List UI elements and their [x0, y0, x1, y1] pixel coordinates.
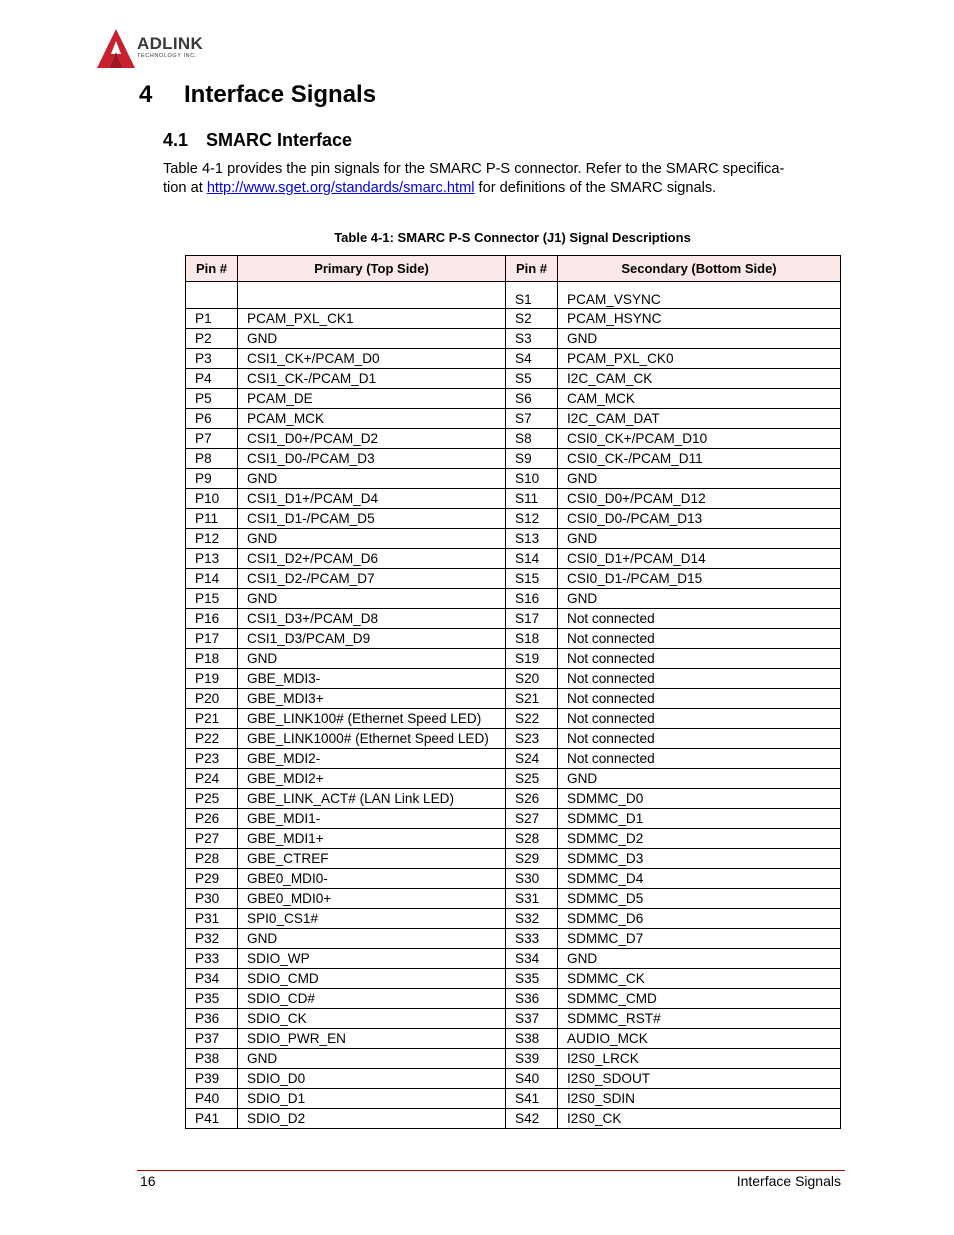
table-row: [186, 769, 841, 789]
table-row: [186, 309, 841, 329]
pin-secondary-cell: S21: [506, 689, 558, 709]
pin-primary-cell: P19: [186, 669, 238, 689]
table-row: [186, 649, 841, 669]
pin-secondary-cell: S13: [506, 529, 558, 549]
secondary-signal-cell: I2S0_SDIN: [558, 1089, 841, 1109]
footer-rule: [137, 1170, 845, 1171]
table-row: [186, 809, 841, 829]
table-row: [186, 669, 841, 689]
secondary-signal-cell: SDMMC_D0: [558, 789, 841, 809]
secondary-signal-cell: I2C_CAM_CK: [558, 369, 841, 389]
table-row: [186, 909, 841, 929]
secondary-signal-cell: SDMMC_RST#: [558, 1009, 841, 1029]
chapter-heading: [139, 80, 376, 110]
pin-primary-cell: P8: [186, 449, 238, 469]
intro-paragraph: [163, 160, 833, 197]
primary-signal-cell: SDIO_CD#: [238, 989, 506, 1009]
secondary-signal-cell: I2S0_LRCK: [558, 1049, 841, 1069]
pin-primary-cell: P27: [186, 829, 238, 849]
pin-secondary-cell: S35: [506, 969, 558, 989]
footer-chapter-name: Interface Signals: [736, 1173, 841, 1189]
chapter-number: 4: [139, 81, 153, 108]
pin-secondary-cell: S38: [506, 1029, 558, 1049]
primary-signal-cell: SDIO_WP: [238, 949, 506, 969]
primary-signal-cell: GND: [238, 469, 506, 489]
pin-secondary-cell: S10: [506, 469, 558, 489]
primary-signal-cell: GND: [238, 929, 506, 949]
pin-primary-cell: [186, 282, 238, 309]
pin-primary-cell: P16: [186, 609, 238, 629]
secondary-signal-cell: Not connected: [558, 689, 841, 709]
primary-signal-cell: GBE_MDI3-: [238, 669, 506, 689]
table-row: [186, 609, 841, 629]
secondary-signal-cell: Not connected: [558, 749, 841, 769]
table-row: [186, 489, 841, 509]
pin-secondary-cell: S37: [506, 1009, 558, 1029]
pin-secondary-cell: S1: [506, 282, 558, 309]
header-secondary-signal: Secondary (Bottom Side): [558, 256, 841, 282]
secondary-signal-cell: I2S0_SDOUT: [558, 1069, 841, 1089]
primary-signal-cell: CSI1_D0-/PCAM_D3: [238, 449, 506, 469]
pin-primary-cell: P11: [186, 509, 238, 529]
primary-signal-cell: SDIO_D0: [238, 1069, 506, 1089]
secondary-signal-cell: I2S0_CK: [558, 1109, 841, 1129]
page-number: 16: [140, 1173, 156, 1189]
pin-secondary-cell: S18: [506, 629, 558, 649]
primary-signal-cell: GBE0_MDI0-: [238, 869, 506, 889]
table-row: [186, 429, 841, 449]
table-row: [186, 469, 841, 489]
chapter-title: Interface Signals: [184, 81, 377, 108]
pin-primary-cell: P21: [186, 709, 238, 729]
adlink-triangle-icon: [96, 28, 138, 70]
secondary-signal-cell: SDMMC_D1: [558, 809, 841, 829]
pin-secondary-cell: S22: [506, 709, 558, 729]
secondary-signal-cell: CSI0_D0-/PCAM_D13: [558, 509, 841, 529]
secondary-signal-cell: Not connected: [558, 729, 841, 749]
pin-primary-cell: P2: [186, 329, 238, 349]
pin-primary-cell: P26: [186, 809, 238, 829]
secondary-signal-cell: GND: [558, 769, 841, 789]
secondary-signal-cell: CSI0_D1-/PCAM_D15: [558, 569, 841, 589]
primary-signal-cell: GBE_LINK1000# (Ethernet Speed LED): [238, 729, 506, 749]
primary-signal-cell: PCAM_DE: [238, 389, 506, 409]
pin-primary-cell: P32: [186, 929, 238, 949]
secondary-signal-cell: SDMMC_CMD: [558, 989, 841, 1009]
table-row: [186, 749, 841, 769]
pin-secondary-cell: S3: [506, 329, 558, 349]
table-row: [186, 929, 841, 949]
secondary-signal-cell: CAM_MCK: [558, 389, 841, 409]
secondary-signal-cell: SDMMC_D5: [558, 889, 841, 909]
pin-primary-cell: P12: [186, 529, 238, 549]
secondary-signal-cell: CSI0_D1+/PCAM_D14: [558, 549, 841, 569]
table-row: [186, 509, 841, 529]
pin-primary-cell: P1: [186, 309, 238, 329]
pin-primary-cell: P30: [186, 889, 238, 909]
primary-signal-cell: GBE_MDI1-: [238, 809, 506, 829]
adlink-logo: [96, 28, 231, 72]
intro-text: tion at: [163, 179, 207, 196]
header-pin-secondary: Pin #: [506, 256, 558, 282]
pin-primary-cell: P7: [186, 429, 238, 449]
pin-primary-cell: P41: [186, 1109, 238, 1129]
secondary-signal-cell: SDMMC_D4: [558, 869, 841, 889]
table-row: [186, 529, 841, 549]
primary-signal-cell: GND: [238, 529, 506, 549]
primary-signal-cell: GND: [238, 649, 506, 669]
pin-secondary-cell: S42: [506, 1109, 558, 1129]
primary-signal-cell: CSI1_D3+/PCAM_D8: [238, 609, 506, 629]
pin-secondary-cell: S40: [506, 1069, 558, 1089]
primary-signal-cell: CSI1_D1+/PCAM_D4: [238, 489, 506, 509]
pin-secondary-cell: S23: [506, 729, 558, 749]
secondary-signal-cell: Not connected: [558, 609, 841, 629]
pin-primary-cell: P15: [186, 589, 238, 609]
pin-secondary-cell: S33: [506, 929, 558, 949]
pin-secondary-cell: S32: [506, 909, 558, 929]
table-row: [186, 949, 841, 969]
primary-signal-cell: CSI1_D1-/PCAM_D5: [238, 509, 506, 529]
secondary-signal-cell: CSI0_D0+/PCAM_D12: [558, 489, 841, 509]
header-primary-signal: Primary (Top Side): [238, 256, 506, 282]
pin-primary-cell: P25: [186, 789, 238, 809]
section-title: SMARC Interface: [206, 130, 353, 150]
pin-secondary-cell: S14: [506, 549, 558, 569]
table-row: [186, 589, 841, 609]
pin-secondary-cell: S11: [506, 489, 558, 509]
pin-primary-cell: P33: [186, 949, 238, 969]
primary-signal-cell: GBE0_MDI0+: [238, 889, 506, 909]
pin-primary-cell: P31: [186, 909, 238, 929]
pin-secondary-cell: S9: [506, 449, 558, 469]
secondary-signal-cell: Not connected: [558, 669, 841, 689]
pin-primary-cell: P22: [186, 729, 238, 749]
secondary-signal-cell: SDMMC_D3: [558, 849, 841, 869]
secondary-signal-cell: GND: [558, 949, 841, 969]
table-row: [186, 1009, 841, 1029]
table-row: [186, 449, 841, 469]
section-number: 4.1: [163, 130, 189, 150]
table-row: [186, 1029, 841, 1049]
pin-secondary-cell: S36: [506, 989, 558, 1009]
table-row: [186, 789, 841, 809]
pin-secondary-cell: S27: [506, 809, 558, 829]
pin-secondary-cell: S2: [506, 309, 558, 329]
primary-signal-cell: SDIO_D2: [238, 1109, 506, 1129]
table-row: [186, 689, 841, 709]
primary-signal-cell: GBE_MDI2-: [238, 749, 506, 769]
table-row: [186, 869, 841, 889]
pin-primary-cell: P35: [186, 989, 238, 1009]
pin-primary-cell: P5: [186, 389, 238, 409]
pin-secondary-cell: S15: [506, 569, 558, 589]
secondary-signal-cell: SDMMC_D6: [558, 909, 841, 929]
secondary-signal-cell: GND: [558, 529, 841, 549]
pin-secondary-cell: S41: [506, 1089, 558, 1109]
table-row: [186, 829, 841, 849]
table-row: [186, 369, 841, 389]
primary-signal-cell: CSI1_D0+/PCAM_D2: [238, 429, 506, 449]
pin-primary-cell: P38: [186, 1049, 238, 1069]
pin-secondary-cell: S16: [506, 589, 558, 609]
primary-signal-cell: GND: [238, 329, 506, 349]
pin-primary-cell: P10: [186, 489, 238, 509]
table-row: [186, 1069, 841, 1089]
pin-secondary-cell: S31: [506, 889, 558, 909]
pin-primary-cell: P28: [186, 849, 238, 869]
secondary-signal-cell: PCAM_VSYNC: [558, 282, 841, 309]
primary-signal-cell: SPI0_CS1#: [238, 909, 506, 929]
primary-signal-cell: PCAM_PXL_CK1: [238, 309, 506, 329]
pin-secondary-cell: S30: [506, 869, 558, 889]
secondary-signal-cell: GND: [558, 469, 841, 489]
secondary-signal-cell: SDMMC_CK: [558, 969, 841, 989]
pin-secondary-cell: S8: [506, 429, 558, 449]
pin-primary-cell: P34: [186, 969, 238, 989]
pin-secondary-cell: S5: [506, 369, 558, 389]
table-row: [186, 969, 841, 989]
secondary-signal-cell: AUDIO_MCK: [558, 1029, 841, 1049]
table-row: [186, 1089, 841, 1109]
pin-secondary-cell: S12: [506, 509, 558, 529]
primary-signal-cell: SDIO_PWR_EN: [238, 1029, 506, 1049]
pin-secondary-cell: S29: [506, 849, 558, 869]
primary-signal-cell: GND: [238, 1049, 506, 1069]
table-row: [186, 409, 841, 429]
pin-secondary-cell: S39: [506, 1049, 558, 1069]
pin-primary-cell: P13: [186, 549, 238, 569]
pin-secondary-cell: S34: [506, 949, 558, 969]
pin-secondary-cell: S6: [506, 389, 558, 409]
pin-secondary-cell: S25: [506, 769, 558, 789]
intro-text: for definitions of the SMARC signals.: [474, 179, 717, 196]
secondary-signal-cell: Not connected: [558, 629, 841, 649]
primary-signal-cell: GBE_CTREF: [238, 849, 506, 869]
pin-primary-cell: P6: [186, 409, 238, 429]
pin-primary-cell: P20: [186, 689, 238, 709]
pin-secondary-cell: S17: [506, 609, 558, 629]
pin-primary-cell: P40: [186, 1089, 238, 1109]
pin-secondary-cell: S7: [506, 409, 558, 429]
smarc-spec-link[interactable]: http://www.sget.org/standards/smarc.html: [206, 179, 475, 196]
table-row: [186, 889, 841, 909]
pin-primary-cell: P17: [186, 629, 238, 649]
primary-signal-cell: GND: [238, 589, 506, 609]
intro-line-2: [163, 179, 833, 198]
pin-secondary-cell: S24: [506, 749, 558, 769]
pin-primary-cell: P3: [186, 349, 238, 369]
primary-signal-cell: CSI1_CK+/PCAM_D0: [238, 349, 506, 369]
primary-signal-cell: GBE_LINK_ACT# (LAN Link LED): [238, 789, 506, 809]
table-row: [186, 729, 841, 749]
pin-primary-cell: P4: [186, 369, 238, 389]
pin-primary-cell: P37: [186, 1029, 238, 1049]
pin-primary-cell: P18: [186, 649, 238, 669]
secondary-signal-cell: GND: [558, 329, 841, 349]
primary-signal-cell: CSI1_D2-/PCAM_D7: [238, 569, 506, 589]
secondary-signal-cell: CSI0_CK-/PCAM_D11: [558, 449, 841, 469]
pin-primary-cell: P29: [186, 869, 238, 889]
table-header-row: [186, 256, 841, 282]
primary-signal-cell: PCAM_MCK: [238, 409, 506, 429]
table-row: [186, 989, 841, 1009]
secondary-signal-cell: PCAM_HSYNC: [558, 309, 841, 329]
table-row: [186, 282, 841, 309]
pin-secondary-cell: S19: [506, 649, 558, 669]
logo-wordmark: ADLINK: [137, 34, 204, 53]
secondary-signal-cell: SDMMC_D7: [558, 929, 841, 949]
table-row: [186, 709, 841, 729]
pin-primary-cell: P36: [186, 1009, 238, 1029]
signal-table: [185, 255, 841, 1129]
pin-primary-cell: P9: [186, 469, 238, 489]
primary-signal-cell: CSI1_D3/PCAM_D9: [238, 629, 506, 649]
secondary-signal-cell: Not connected: [558, 709, 841, 729]
primary-signal-cell: CSI1_D2+/PCAM_D6: [238, 549, 506, 569]
primary-signal-cell: [238, 282, 506, 309]
table-row: [186, 329, 841, 349]
table-row: [186, 389, 841, 409]
primary-signal-cell: CSI1_CK-/PCAM_D1: [238, 369, 506, 389]
table-row: [186, 549, 841, 569]
secondary-signal-cell: I2C_CAM_DAT: [558, 409, 841, 429]
pin-secondary-cell: S20: [506, 669, 558, 689]
table-row: [186, 1109, 841, 1129]
primary-signal-cell: GBE_MDI3+: [238, 689, 506, 709]
table-row: [186, 569, 841, 589]
pin-primary-cell: P39: [186, 1069, 238, 1089]
pin-primary-cell: P23: [186, 749, 238, 769]
table-row: [186, 629, 841, 649]
primary-signal-cell: SDIO_CMD: [238, 969, 506, 989]
header-pin-primary: Pin #: [186, 256, 238, 282]
pin-primary-cell: P14: [186, 569, 238, 589]
pin-primary-cell: P24: [186, 769, 238, 789]
section-heading: [163, 129, 352, 151]
secondary-signal-cell: SDMMC_D2: [558, 829, 841, 849]
primary-signal-cell: GBE_LINK100# (Ethernet Speed LED): [238, 709, 506, 729]
secondary-signal-cell: PCAM_PXL_CK0: [558, 349, 841, 369]
secondary-signal-cell: GND: [558, 589, 841, 609]
table-row: [186, 349, 841, 369]
pin-secondary-cell: S4: [506, 349, 558, 369]
logo-tagline: TECHNOLOGY INC.: [137, 53, 197, 59]
table-caption: Table 4-1: SMARC P-S Connector (J1) Signal Descriptions: [334, 230, 691, 245]
intro-line-1: Table 4-1 provides the pin signals for the SMARC P-S connector. Refer to the SMARC specifica-: [163, 161, 785, 177]
secondary-signal-cell: Not connected: [558, 649, 841, 669]
primary-signal-cell: SDIO_CK: [238, 1009, 506, 1029]
pin-secondary-cell: S28: [506, 829, 558, 849]
table-row: [186, 849, 841, 869]
primary-signal-cell: SDIO_D1: [238, 1089, 506, 1109]
pin-secondary-cell: S26: [506, 789, 558, 809]
secondary-signal-cell: CSI0_CK+/PCAM_D10: [558, 429, 841, 449]
table-row: [186, 1049, 841, 1069]
primary-signal-cell: GBE_MDI2+: [238, 769, 506, 789]
primary-signal-cell: GBE_MDI1+: [238, 829, 506, 849]
